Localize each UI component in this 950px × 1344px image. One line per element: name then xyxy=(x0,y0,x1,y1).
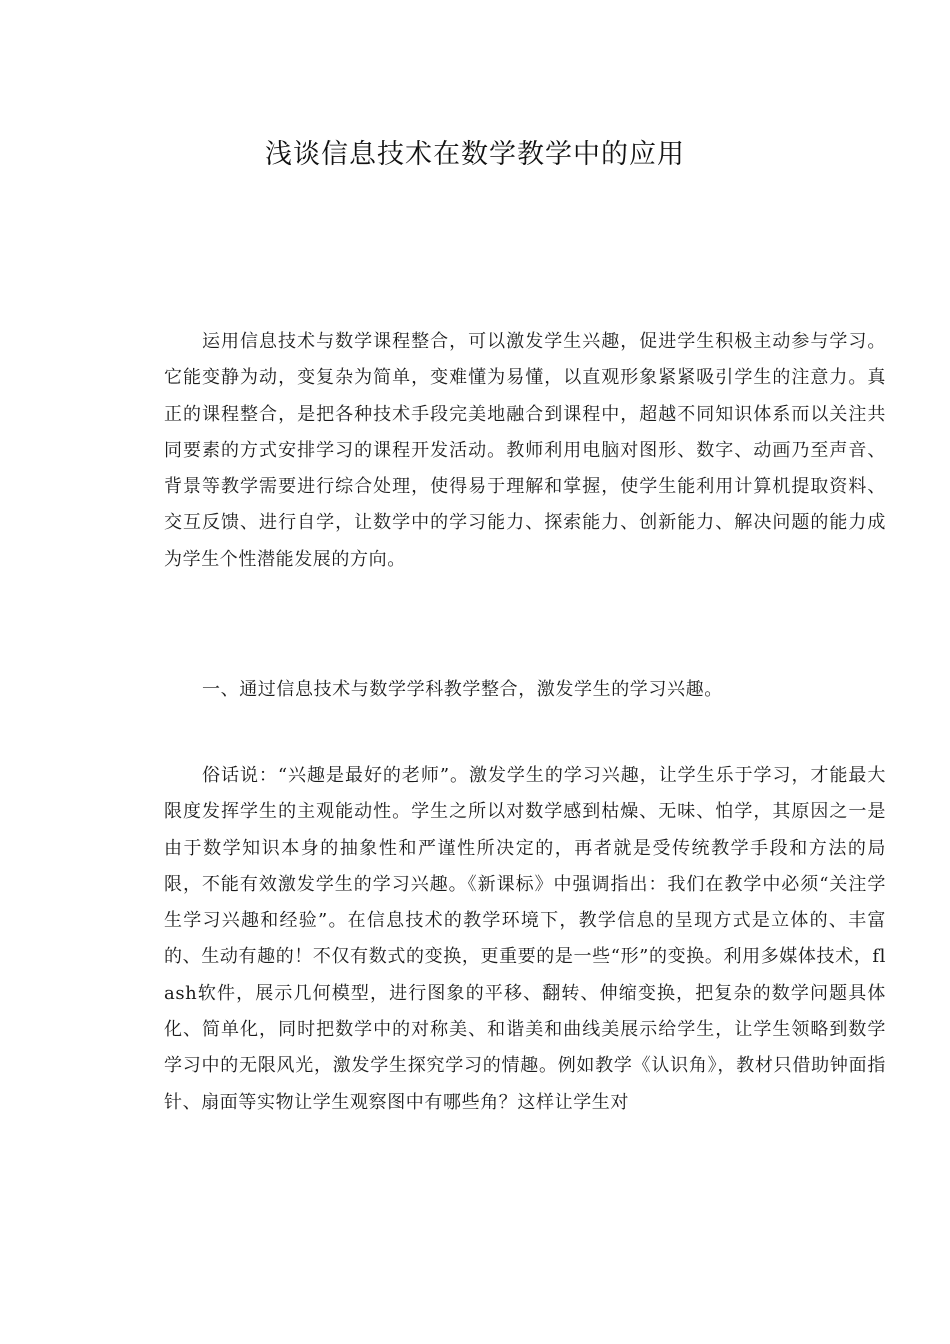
section-heading: 一、通过信息技术与数学学科教学整合，激发学生的学习兴趣。 xyxy=(202,679,723,700)
document-title: 浅谈信息技术在数学教学中的应用 xyxy=(265,139,685,170)
section-body-paragraph: 俗话说：“兴趣是最好的老师”。激发学生的学习兴趣，让学生乐于学习，才能最大限度发挥学生的主观能动性。学生之所以对数学感到枯燥、无味、怕学，其原因之一是由于数学知识本身的抽象性和严谨性所决定的，再者就是受传统教学手段和方法的局限，不能有效激发学生的学习兴趣。《新课标》中强调指出：我们在教学中必须“关注学生学习兴趣和经验”。在信息技术的教学环境下，教学信息的呈现方式是立体的、丰富的、生动有趣的！不仅有数式的变换，更重要的是一些“形”的变换。利用多媒体技术，flash软件，展示几何模型，进行图象的平移、翻转、伸缩变换，把复杂的数学问题具体化、简单化，同时把数学中的对称美、和谐美和曲线美展示给学生，让学生领略到数学学习中的无限风光，激发学生探究学习的情趣。例如教学《认识角》，教材只借助钟面指针、扇面等实物让学生观察图中有哪些角？这样让学生对 xyxy=(164,765,886,1113)
intro-paragraph: 运用信息技术与数学课程整合，可以激发学生兴趣，促进学生积极主动参与学习。它能变静为动，变复杂为简单，变难懂为易懂，以直观形象紧紧吸引学生的注意力。真正的课程整合，是把各种技术手段完美地融合到课程中，超越不同知识体系而以关注共同要素的方式安排学习的课程开发活动。教师利用电脑对图形、数字、动画乃至声音、背景等教学需要进行综合处理，使得易于理解和掌握，使学生能利用计算机提取资料、交互反馈、进行自学，让数学中的学习能力、探索能力、创新能力、解决问题的能力成为学生个性潜能发展的方向。 xyxy=(164,331,886,570)
